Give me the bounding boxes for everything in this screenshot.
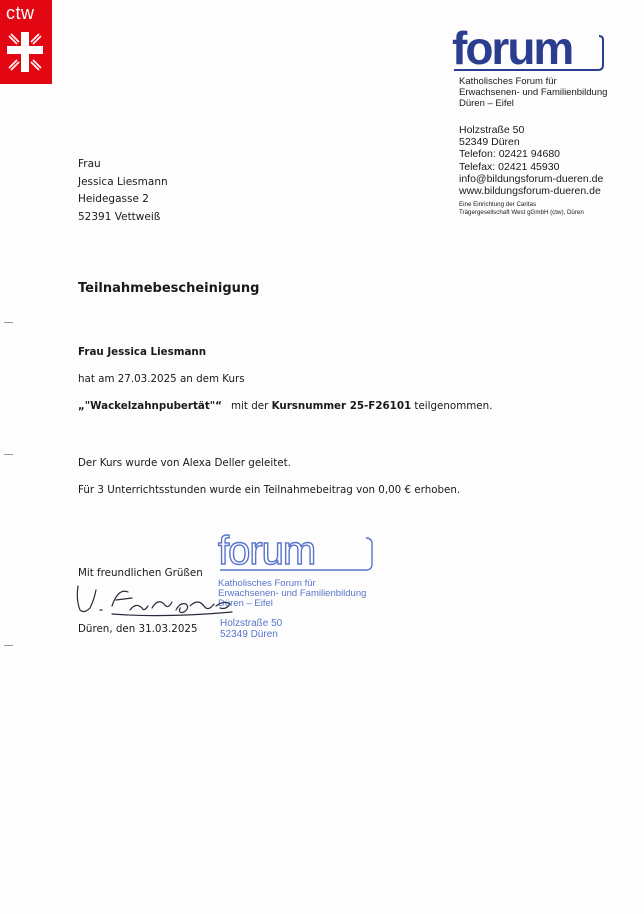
org-phone: Telefon: 02421 94680 [459,148,561,161]
stamp-line: Katholisches Forum für [218,578,316,589]
org-name-block [459,76,607,109]
attendance-date-line: hat am 27.03.2025 an dem Kurs [78,373,245,385]
course-suffix: teilgenommen. [411,400,493,412]
org-city: 52349 Düren [459,136,520,149]
org-note-line: Eine Einrichtung der Caritas [459,201,537,208]
org-note-line: Trägergesellschaft West gGmbH (ctw), Düren [459,209,584,216]
fold-mark [4,645,13,646]
org-fax: Telefax: 02421 45930 [459,160,560,173]
course-leader-line: Der Kurs wurde von Alexa Deller geleitet. [78,457,291,469]
org-name-line: Düren – Eifel [459,98,514,109]
stamp-forum-logo [216,530,376,574]
org-contact-block [459,124,603,197]
org-name-line: Katholisches Forum für [459,76,557,87]
recipient-city: 52391 Vettweiß [78,210,161,223]
organization-stamp [210,530,390,650]
stamp-line: Düren – Eifel [218,598,273,609]
stamp-city: 52349 Düren [220,629,278,640]
caritas-cross-icon [5,30,45,74]
recipient-salutation: Frau [78,158,101,170]
org-email: info@bildungsforum-dueren.de [459,172,604,185]
forum-logo-text: forum [452,26,573,74]
course-line [78,400,538,412]
recipient-name: Jessica Liesmann [78,175,168,188]
recipient-address [78,156,168,226]
recipient-street: Heidegasse 2 [78,193,149,205]
fold-mark [4,322,13,323]
course-number-line [231,400,492,412]
stamp-logo-text: forum [218,530,316,573]
place-and-date: Düren, den 31.03.2025 [78,623,198,635]
org-name-line: Erwachsenen- und Familienbildung [459,87,608,98]
closing-greeting: Mit freundlichen Grüßen [78,567,203,579]
org-website: www.bildungsforum-dueren.de [459,185,601,198]
fee-line: Für 3 Unterrichtsstunden wurde ein Teilnahmebeitrag von 0,00 € erhoben. [78,484,461,496]
participant-name: Frau Jessica Liesmann [78,346,207,358]
stamp-line: Erwachsenen- und Familienbildung [218,588,367,599]
org-note-block [459,201,584,217]
document-title: Teilnahmebescheinigung [78,281,260,296]
org-street: Holzstraße 50 [459,124,525,136]
ctw-logo-text: ctw [6,3,35,23]
fold-mark [4,454,13,455]
course-number: Kursnummer 25-F26101 [271,400,412,412]
ctw-logo [0,0,52,84]
forum-logo [452,26,606,74]
course-title: „"Wackelzahnpubertät"“ [78,400,222,412]
course-prefix: mit der [231,400,272,412]
stamp-street: Holzstraße 50 [220,618,283,629]
